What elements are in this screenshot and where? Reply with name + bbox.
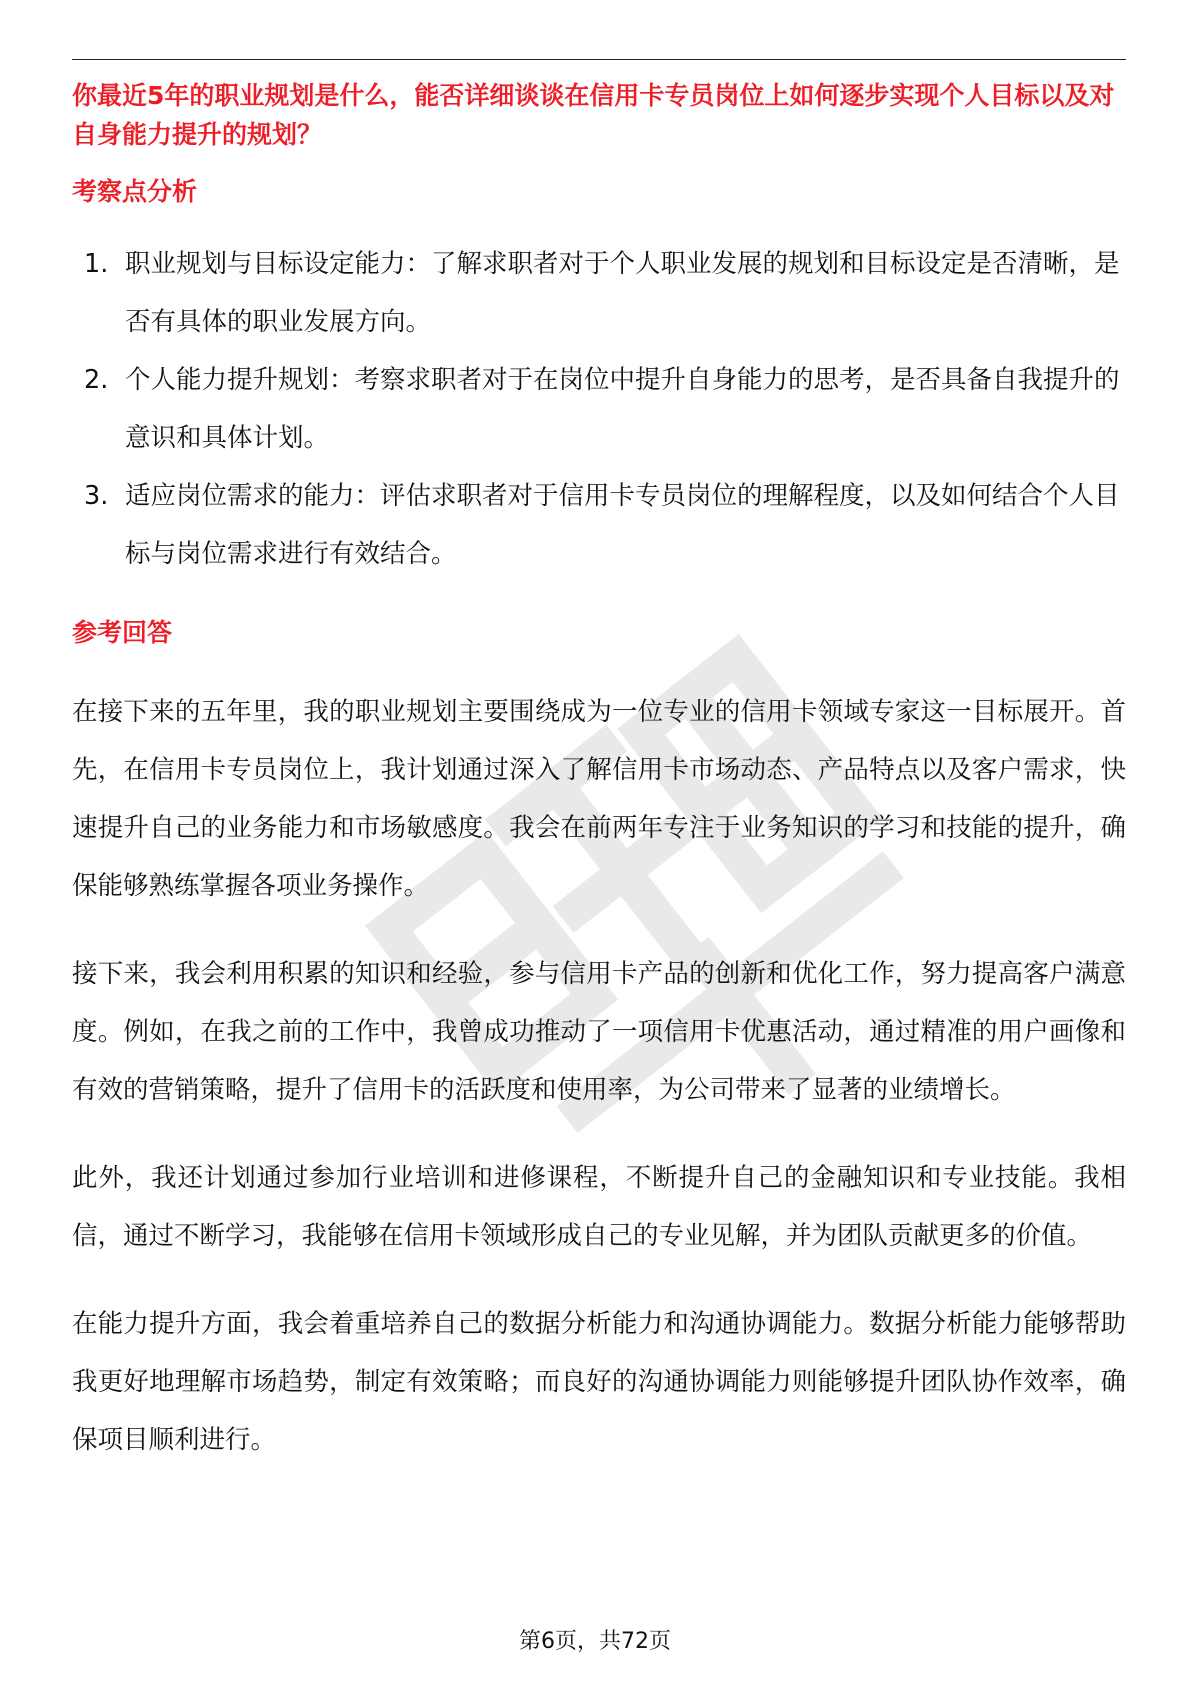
point-number: 2.: [84, 365, 109, 395]
point-number: 3.: [84, 481, 109, 511]
point-text: 适应岗位需求的能力：评估求职者对于信用卡专员岗位的理解程度，以及如何结合个人目标与岗位需求进行有效结合。: [125, 481, 1120, 569]
answer-body: [72, 683, 1126, 1469]
analysis-points: [72, 235, 1126, 583]
answer-paragraph: 接下来，我会利用积累的知识和经验，参与信用卡产品的创新和优化工作，努力提高客户满意度。例如，在我之前的工作中，我曾成功推动了一项信用卡优惠活动，通过精准的用户画像和有效的营销策略，提升了信用卡的活跃度和使用率，为公司带来了显著的业绩增长。: [72, 959, 1126, 1105]
answer-heading: 参考回答: [72, 618, 173, 647]
page-footer: 第6页，共72页: [519, 1629, 671, 1654]
question-heading: 你最近5年的职业规划是什么，能否详细谈谈在信用卡专员岗位上如何逐步实现个人目标以及对自身能力提升的规划？: [72, 81, 1115, 149]
analysis-heading: 考察点分析: [72, 177, 198, 206]
document-body: [72, 76, 1126, 1499]
analysis-point: [72, 351, 1126, 467]
answer-paragraph: 在能力提升方面，我会着重培养自己的数据分析能力和沟通协调能力。数据分析能力能够帮助我更好地理解市场趋势，制定有效策略；而良好的沟通协调能力则能够提升团队协作效率，确保项目顺利进行。: [72, 1309, 1126, 1455]
answer-paragraph: 此外，我还计划通过参加行业培训和进修课程，不断提升自己的金融知识和专业技能。我相信，通过不断学习，我能够在信用卡领域形成自己的专业见解，并为团队贡献更多的价值。: [72, 1163, 1126, 1251]
point-number: 1.: [84, 249, 109, 279]
answer-paragraph: 在接下来的五年里，我的职业规划主要围绕成为一位专业的信用卡领域专家这一目标展开。首先，在信用卡专员岗位上，我计划通过深入了解信用卡市场动态、产品特点以及客户需求，快速提升自己的业务能力和市场敏感度。我会在前两年专注于业务知识的学习和技能的提升，确保能够熟练掌握各项业务操作。: [72, 697, 1126, 901]
analysis-point: [72, 235, 1126, 351]
analysis-point: [72, 467, 1126, 583]
top-divider: [72, 59, 1126, 60]
point-text: 职业规划与目标设定能力：了解求职者对于个人职业发展的规划和目标设定是否清晰，是否有具体的职业发展方向。: [125, 249, 1120, 337]
point-text: 个人能力提升规划：考察求职者对于在岗位中提升自身能力的思考，是否具备自我提升的意识和具体计划。: [125, 365, 1120, 453]
